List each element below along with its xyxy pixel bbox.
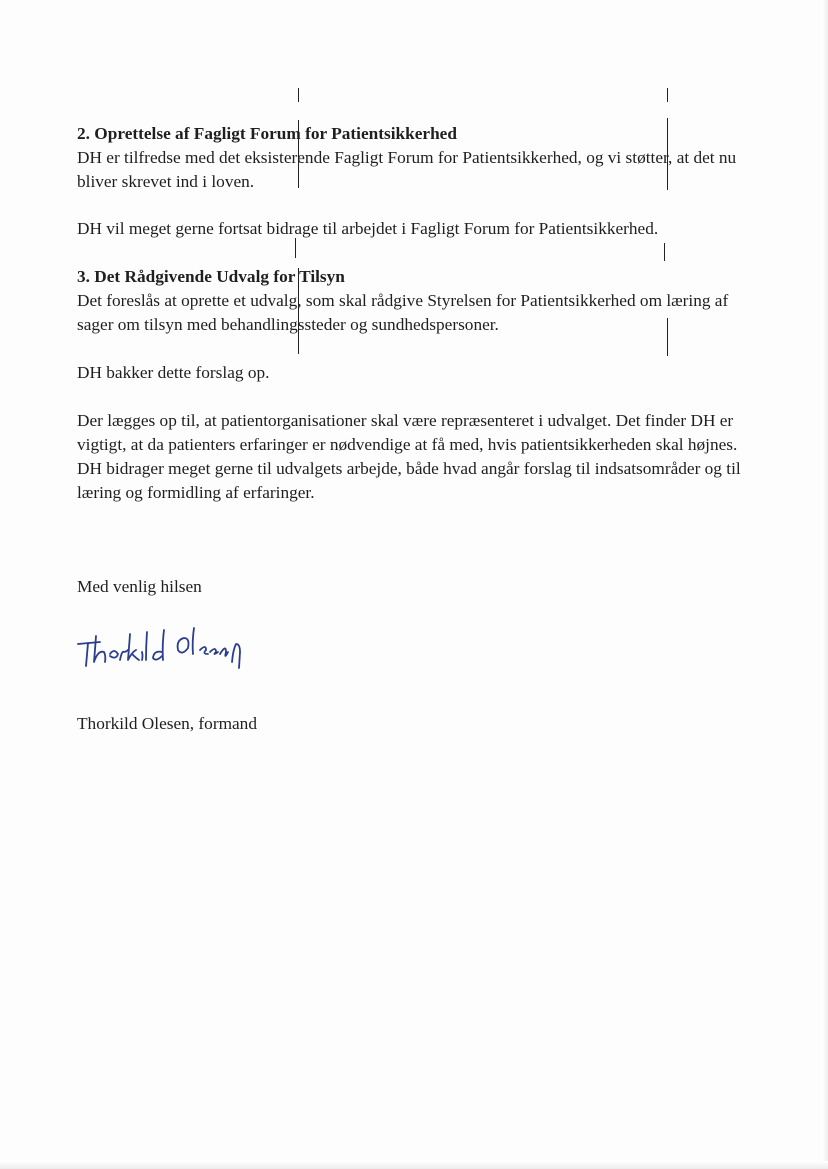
change-bar-mark [298,88,299,102]
scan-edge-shadow [822,0,828,1169]
section-3-paragraph-2: DH bakker dette forslag op. [77,363,270,382]
change-bar-mark [667,88,668,102]
scan-edge-shadow [0,1161,828,1169]
change-bar-mark [664,243,665,261]
handwritten-signature [76,622,246,670]
section-2-paragraph-2: DH vil meget gerne fortsat bidrage til arbejdet i Fagligt Forum for Patientsikkerhed. [77,219,659,238]
section-3-paragraph-1: Det foreslås at oprette et udvalg, som skal rådgive Styrelsen for Patientsikkerhed om læring af sager om tilsyn med behandlingssteder og sundhedspersoner. [77,291,729,334]
section-2-heading: 2. Oprettelse af Fagligt Forum for Patientsikkerhed [77,124,457,143]
section-2-paragraph-1: DH er tilfredse med det eksisterende Fagligt Forum for Patientsikkerhed, og vi støtter, at det nu bliver skrevet ind i loven. [77,148,737,191]
section-3-paragraph-3: Der lægges op til, at patientorganisationer skal være repræsenteret i udvalget. Det finder DH er vigtigt, at da patienters erfaringer er nødvendige at få med, hvis patientsikkerheden skal højnes. DH bidrager meget gerne til udvalgets arbejde, både hvad angår forslag til indsatsområder og til læring og formidling af erfaringer. [77,411,741,502]
signer-name-title: Thorkild Olesen, formand [77,714,257,733]
change-bar-mark [295,238,296,258]
section-3-heading: 3. Det Rådgivende Udvalg for Tilsyn [77,267,345,286]
closing-greeting: Med venlig hilsen [77,577,202,596]
